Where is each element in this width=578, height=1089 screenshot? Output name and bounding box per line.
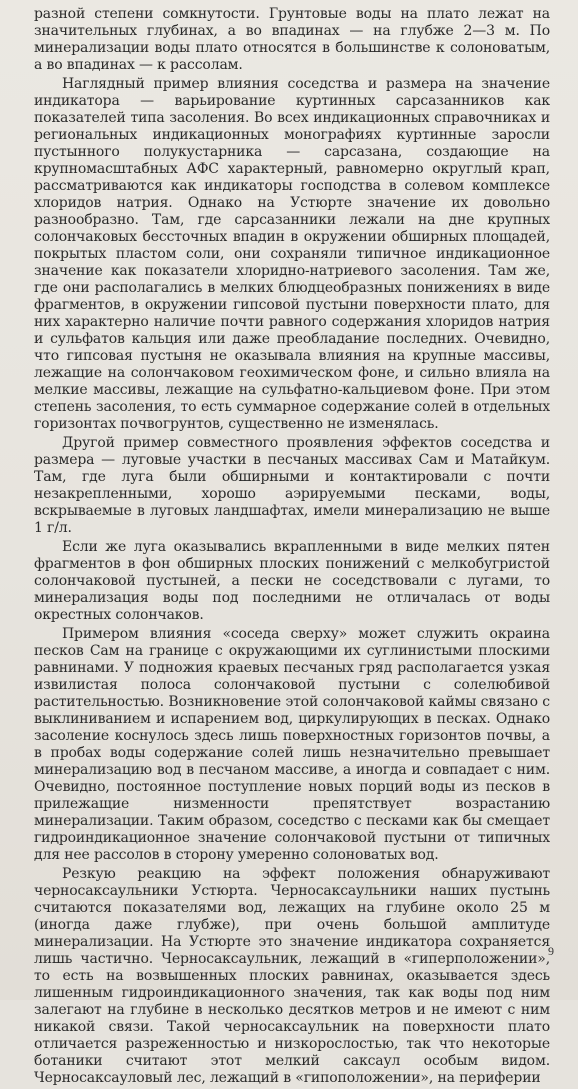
paragraph-black-saxaul: Резкую реакцию на эффект положения обнаруживают черносаксаульники Устюрта. Черносаксаульники наших пустынь считаются показателями вод, лежащих на глубине около 25 м (иногда даже глубже), при очень большой амплитуде минерализации. На Устюрте это значение индикатора сохраняется лишь частично. Черносаксаульник, лежащий в «гиперположении», то есть на возвышенных плоских равнинах, оказывается здесь лишенным гидроиндикационного значения, так как воды под ним залегают на глубине в несколько десятков метров и не имеют с ним никакой связи. Такой черносаксаульник на поверхности плато отличается разреженностью и низкорослостью, так что некоторые ботаники считают этот мелкий саксаул особым видом. Черносаксауловый лес, лежащий в «гипоположении», на периферии: [34, 866, 550, 1086]
paragraph-meadow-example: Другой пример совместного проявления эффектов соседства и размера — луговые участки в песчаных массивах Сам и Матайкум. Там, где луга были обширными и контактировали с почти незакрепленными, хорошо аэрируемыми песками, воды, вскрываемые в луговых ландшафтах, имели минерализацию не выше 1 г/л.: [34, 435, 550, 536]
body-text: [34, 6, 550, 1089]
paragraph-continued: разной степени сомкнутости. Грунтовые воды на плато лежат на значительных глубинах, а во впадинах — на глубже 2—3 м. По минерализации воды плато относятся в большинстве к солоноватым, а во впадинах — к рассолам.: [34, 6, 550, 73]
paragraph-sarsazan-example: Наглядный пример влияния соседства и размера на значение индикатора — варьирование куртинных сарсазанников как показателей типа засоления. Во всех индикационных справочниках и региональных индикационных монографиях куртинные заросли пустынного полукустарника — сарсазана, создающие на крупномасштабных АФС характерный, равномерно округлый крап, рассматриваются как индикаторы господства в солевом комплексе хлоридов натрия. Однако на Устюрте значение их довольно разнообразно. Там, где сарсазанники лежали на дне крупных солончаковых бессточных впадин в окружении обширных площадей, покрытых пластом соли, они сохраняли типичное индикационное значение как показатели хлоридно-натриевого засоления. Там же, где они располагались в мелких блюдцеобразных понижениях в виде фрагментов, в окружении гипсовой пустыни поверхности плато, для них характерно наличие почти равного содержания хлоридов натрия и сульфатов кальция или даже преобладание последних. Очевидно, что гипсовая пустыня не оказывала влияния на крупные массивы, лежащие на солончаковом геохимическом фоне, и сильно влияла на мелкие массивы, лежащие на сульфатно-кальциевом фоне. При этом степень засоления, то есть суммарное содержание солей в отдельных горизонтах почвогрунтов, существенно не изменялась.: [34, 76, 550, 432]
paragraph-neighbor-above: Примером влияния «соседа сверху» может служить окраина песков Сам на границе с окружающими их суглинистыми плоскими равнинами. У подножия краевых песчаных гряд располагается узкая извилистая полоса солончаковой пустыни с солелюбивой растительностью. Возникновение этой солончаковой каймы связано с выклиниванием и испарением вод, циркулирующих в песках. Однако засоление коснулось здесь лишь поверхностных горизонтов почвы, а в пробах воды содержание солей лишь незначительно превышает минерализацию вод в песчаном массиве, а иногда и совпадает с ним. Очевидно, постоянное поступление новых порций воды из песков в прилежащие низменности препятствует возрастанию минерализации. Таким образом, соседство с песками как бы смещает гидроиндикационное значение солончаковой пустыни от типичных для нее рассолов в сторону умеренно солоноватых вод.: [34, 626, 550, 863]
paragraph-meadow-fragments: Если же луга оказывались вкрапленными в виде мелких пятен фрагментов в фон обширных плоских понижений с мелкобугристой солончаковой пустыней, а пески не соседствовали с лугами, то минерализация воды под последними не отличалась от воды окрестных солончаков.: [34, 539, 550, 623]
page-number: 9: [548, 944, 554, 958]
